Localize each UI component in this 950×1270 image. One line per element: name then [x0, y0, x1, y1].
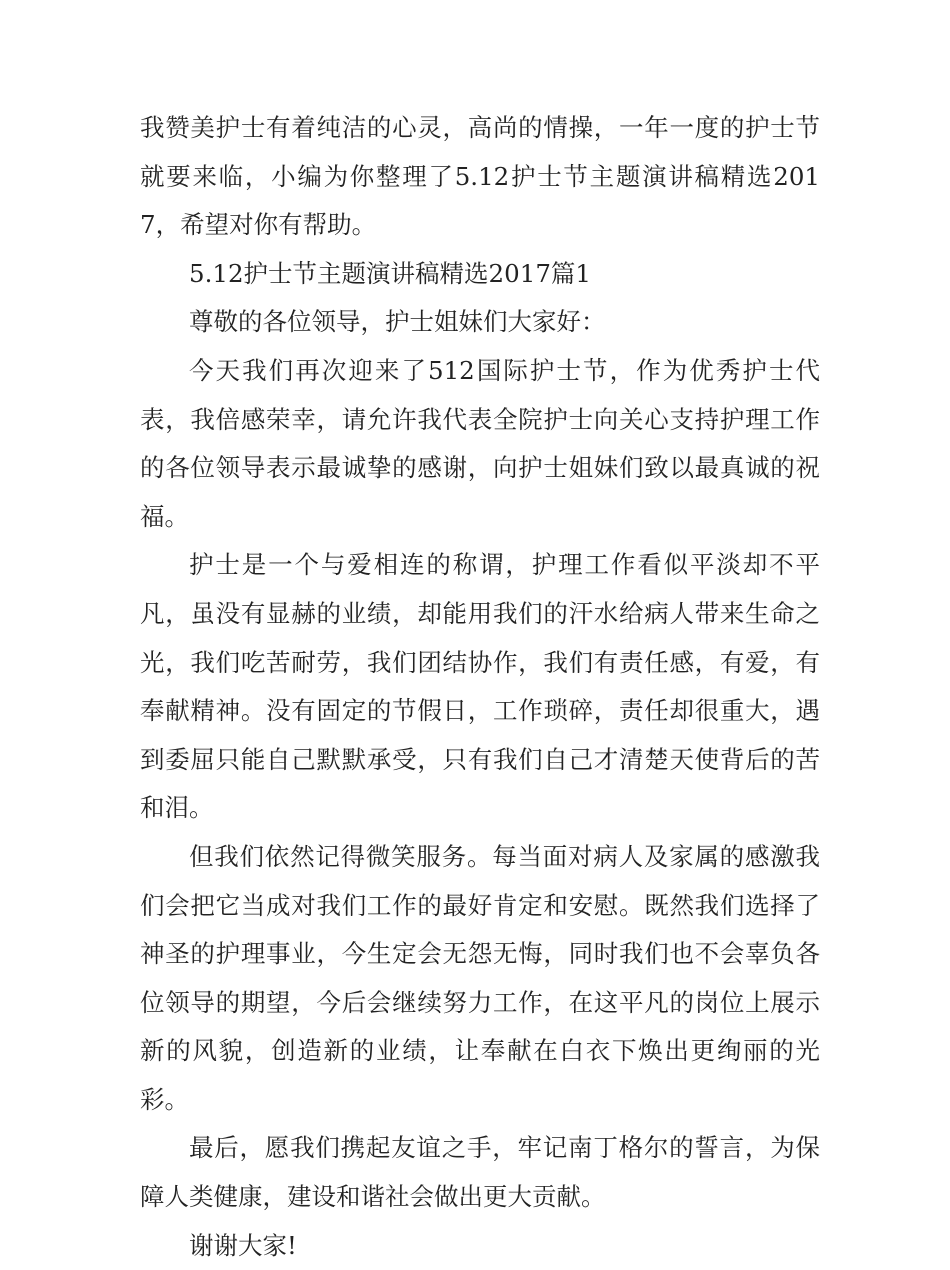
salutation: 尊敬的各位领导，护士姐妹们大家好： — [189, 307, 606, 337]
body-paragraph: 但我们依然记得微笑服务。每当面对病人及家属的感激我们会把它当成对我们工作的最好肯定和安慰。既然我们选择了神圣的护理事业，今生定会无怨无悔，同时我们也不会辜负各位领导的期望，今后会继续努力工作，在这平凡的岗位上展示新的风貌，创造新的业绩，让奉献在白衣下焕出更绚丽的光彩。 — [140, 841, 820, 1114]
intro-paragraph: 我赞美护士有着纯洁的心灵，高尚的情操，一年一度的护士节就要来临，小编为你整理了5.12护士节主题演讲稿精选2017，希望对你有帮助。 — [140, 113, 820, 240]
section-heading: 5.12护士节主题演讲稿精选2017篇1 — [189, 258, 591, 288]
body-paragraph: 今天我们再次迎来了512国际护士节，作为优秀护士代表，我倍感荣幸，请允许我代表全院护士向关心支持护理工作的各位领导表示最诚挚的感谢，向护士姐妹们致以最真诚的祝福。 — [140, 355, 820, 531]
closing-paragraph: 最后，愿我们携起友谊之手，牢记南丁格尔的誓言，为保障人类健康，建设和谐社会做出更大贡献。 — [140, 1133, 820, 1212]
thanks-line: 谢谢大家! — [189, 1230, 297, 1260]
document-body — [140, 104, 820, 1270]
body-paragraph: 护士是一个与爱相连的称谓，护理工作看似平淡却不平凡，虽没有显赫的业绩，却能用我们的汗水给病人带来生命之光，我们吃苦耐劳，我们团结协作，我们有责任感，有爱，有奉献精神。没有固定的节假日，工作琐碎，责任却很重大，遇到委屈只能自己默默承受，只有我们自己才清楚天使背后的苦和泪。 — [140, 550, 820, 823]
